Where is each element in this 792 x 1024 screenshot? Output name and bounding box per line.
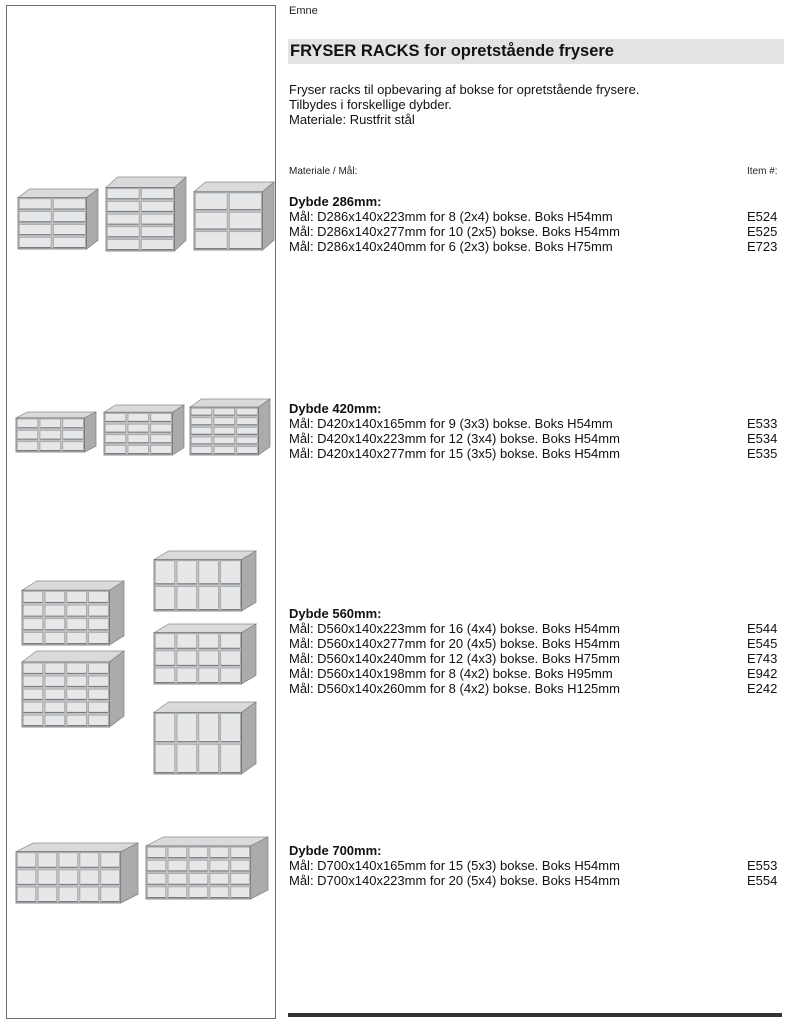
- table-row: [289, 416, 783, 431]
- row-description: Mål: D560x140x198mm for 8 (4x2) bokse. Boks H95mm: [289, 666, 613, 681]
- row-description: Mål: D700x140x223mm for 20 (5x4) bokse. Boks H54mm: [289, 873, 620, 888]
- rack-image-e743: [153, 623, 257, 685]
- item-number: E554: [747, 873, 778, 888]
- rack-image-e723: [193, 181, 275, 251]
- section-depth-700: [289, 843, 783, 888]
- row-description: Mål: D560x140x240mm for 12 (4x3) bokse. Boks H75mm: [289, 651, 620, 666]
- row-description: Mål: D286x140x277mm for 10 (2x5) bokse. Boks H54mm: [289, 224, 620, 239]
- row-description: Mål: D560x140x277mm for 20 (4x5) bokse. Boks H54mm: [289, 636, 620, 651]
- item-number: E525: [747, 224, 778, 239]
- table-row: [289, 873, 783, 888]
- rack-image-e524: [17, 188, 99, 250]
- table-row: [289, 858, 783, 873]
- table-row: [289, 681, 783, 696]
- item-number: E535: [747, 446, 778, 461]
- product-image-panel: [6, 5, 276, 1019]
- table-row: [289, 209, 783, 224]
- rack-image-e534: [103, 404, 185, 456]
- row-description: Mål: D560x140x223mm for 16 (4x4) bokse. Boks H54mm: [289, 621, 620, 636]
- item-number: E544: [747, 621, 778, 636]
- item-number: E553: [747, 858, 778, 873]
- rack-image-e242: [153, 701, 257, 775]
- rack-image-e533: [15, 411, 97, 453]
- item-number: E533: [747, 416, 778, 431]
- row-description: Mål: D420x140x277mm for 15 (3x5) bokse. Boks H54mm: [289, 446, 620, 461]
- row-description: Mål: D420x140x223mm for 12 (3x4) bokse. Boks H54mm: [289, 431, 620, 446]
- table-row: [289, 621, 783, 636]
- section-heading: Dybde 286mm:: [289, 194, 382, 209]
- intro-line: Fryser racks til opbevaring af bokse for opretstående frysere.: [289, 82, 640, 97]
- section-heading: Dybde 560mm:: [289, 606, 382, 621]
- row-description: Mål: D560x140x260mm for 8 (4x2) bokse. Boks H125mm: [289, 681, 620, 696]
- section-depth-560: [289, 606, 783, 696]
- page-title: FRYSER RACKS for opretstående frysere: [288, 39, 784, 64]
- item-number: E534: [747, 431, 778, 446]
- row-description: Mål: D420x140x165mm for 9 (3x3) bokse. Boks H54mm: [289, 416, 613, 431]
- intro-line: Materiale: Rustfrit stål: [289, 112, 415, 127]
- rack-image-e535: [189, 398, 271, 456]
- item-number: E723: [747, 239, 778, 254]
- rack-image-e942: [153, 550, 257, 612]
- table-row: [289, 446, 783, 461]
- rack-image-e525: [105, 176, 187, 252]
- section-depth-286: [289, 194, 783, 254]
- rack-image-e553: [15, 842, 139, 904]
- table-row: [289, 431, 783, 446]
- row-description: Mål: D286x140x223mm for 8 (2x4) bokse. Boks H54mm: [289, 209, 613, 224]
- table-row: [289, 224, 783, 239]
- intro-line: Tilbydes i forskellige dybder.: [289, 97, 452, 112]
- column-header-material: Materiale / Mål:: [289, 166, 358, 177]
- item-number: E743: [747, 651, 778, 666]
- subject-label: Emne: [289, 5, 318, 17]
- table-row: [289, 239, 783, 254]
- row-description: Mål: D286x140x240mm for 6 (2x3) bokse. Boks H75mm: [289, 239, 613, 254]
- rack-image-e544: [21, 580, 125, 646]
- table-row: [289, 636, 783, 651]
- item-number: E545: [747, 636, 778, 651]
- section-depth-420: [289, 401, 783, 461]
- column-header-item: Item #:: [747, 166, 778, 177]
- item-number: E942: [747, 666, 778, 681]
- bottom-divider: [288, 1013, 782, 1017]
- rack-image-e545: [21, 650, 125, 728]
- section-heading: Dybde 700mm:: [289, 843, 382, 858]
- table-row: [289, 666, 783, 681]
- intro-text: [289, 82, 639, 127]
- item-number: E524: [747, 209, 778, 224]
- item-number: E242: [747, 681, 778, 696]
- row-description: Mål: D700x140x165mm for 15 (5x3) bokse. Boks H54mm: [289, 858, 620, 873]
- table-row: [289, 651, 783, 666]
- rack-image-e554: [145, 836, 269, 900]
- section-heading: Dybde 420mm:: [289, 401, 382, 416]
